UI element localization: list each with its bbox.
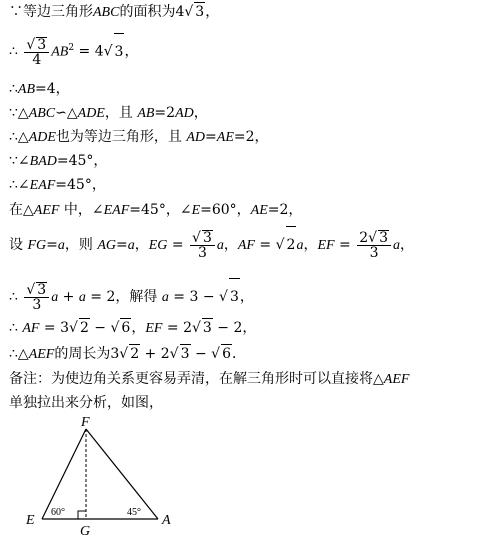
text: = 3 xyxy=(39,320,70,336)
line-12: ∴△AEF的周长为3√ 2 + 2√ 3 − √ 6． xyxy=(9,346,246,362)
math-var: AG xyxy=(97,238,116,253)
math-var: EG xyxy=(148,238,168,253)
text: ∴ xyxy=(9,289,18,305)
math-var: AD xyxy=(175,106,194,121)
math-var: AB xyxy=(137,106,155,121)
text: 设 xyxy=(9,237,28,253)
math-var: a xyxy=(57,238,65,253)
text: ， xyxy=(124,43,139,60)
fraction xyxy=(190,230,215,260)
text: =2， xyxy=(267,202,303,218)
text: =45°， xyxy=(55,177,106,193)
text: ∴△ xyxy=(9,346,29,362)
text: = 2 xyxy=(162,320,192,336)
text: − xyxy=(190,346,212,362)
text: = xyxy=(254,237,276,253)
text: =45°，∠ xyxy=(129,202,192,218)
text: 中，∠ xyxy=(59,202,104,218)
math-var: AE xyxy=(216,130,234,145)
text: 的周长为3 xyxy=(54,346,120,362)
coef: 2 xyxy=(359,230,369,246)
line-13 xyxy=(9,370,409,389)
text: = xyxy=(46,237,58,253)
line-11: ∴ AF = 3√ 2 − √ 6，EF = 2√ 3 − 2， xyxy=(9,320,257,336)
math-var: a xyxy=(296,238,304,253)
numerator: √ 3 xyxy=(190,230,215,246)
line-9: 设 FG=a，则 AG=a，EG = $\frac{√ 3}{3}$ a，AF = √ 2a，EF = $\frac{2√ 3}{3}$ a， xyxy=(9,226,414,264)
label-G: G xyxy=(80,524,91,539)
denominator: 3 xyxy=(369,245,379,261)
exponent: 2 xyxy=(68,43,75,53)
label-F: F xyxy=(81,415,90,430)
radicand: 3 xyxy=(37,282,47,298)
text: 单独拉出来分析，如图， xyxy=(9,395,163,411)
text: ． xyxy=(231,346,246,362)
text: = xyxy=(115,237,128,253)
line-2: ∴ $\frac{√ 3}{4}$ $AB^2 = 4√$ 3， xyxy=(9,30,138,71)
radicand: 6 xyxy=(121,320,131,336)
math-var: a xyxy=(127,238,135,253)
text: ∴△ xyxy=(9,129,29,145)
numerator: 2√ 3 xyxy=(357,230,391,246)
text: 备注：为使边角关系更容易弄清，在解三角形时可以直接将△ xyxy=(9,371,384,387)
radicand: 3 xyxy=(202,320,212,336)
numerator: √ 3 xyxy=(24,37,49,53)
math-var: ADE xyxy=(28,130,56,145)
right-angle-mark xyxy=(78,511,86,519)
text: ， xyxy=(399,237,414,253)
math-var: a xyxy=(392,238,400,253)
line-6 xyxy=(9,152,107,171)
math-var: BAD xyxy=(29,154,57,169)
side-EF xyxy=(42,429,86,519)
text: =60°， xyxy=(200,202,251,218)
text: ，则 xyxy=(64,237,98,253)
text: = 3 − xyxy=(168,289,220,305)
math-var: EAF xyxy=(29,178,56,193)
side-FA xyxy=(86,429,158,519)
math-var: AE xyxy=(250,203,268,218)
line-4 xyxy=(9,104,208,123)
math-var: a xyxy=(78,290,86,305)
math-var: AF xyxy=(22,321,40,336)
math-var: EF xyxy=(317,238,335,253)
text: ∴ xyxy=(9,320,23,336)
math-var: a xyxy=(216,238,224,253)
radicand: 3 xyxy=(379,230,388,246)
angle-A-label: 45° xyxy=(127,507,141,518)
math-var: a xyxy=(51,290,59,305)
text: ， xyxy=(303,237,318,253)
text: ，且 xyxy=(104,105,138,121)
text: = 4 xyxy=(78,43,104,60)
text: ∴ xyxy=(9,43,18,60)
text: ， xyxy=(193,105,208,121)
text: ， xyxy=(134,237,149,253)
radical-sign: √ xyxy=(184,4,194,20)
text: + xyxy=(58,289,79,305)
math-var: EF xyxy=(145,321,163,336)
text: ∵△ xyxy=(9,105,29,121)
angle-E-label: 60° xyxy=(51,507,65,518)
text: ， xyxy=(205,4,220,20)
text: 在△ xyxy=(9,202,34,218)
denominator: 3 xyxy=(32,297,42,313)
radicand: 3 xyxy=(114,33,125,70)
math-var: EAF xyxy=(103,203,130,218)
numerator: √ 3 xyxy=(24,282,49,298)
radicand: 3 xyxy=(37,36,47,53)
radicand: 2 xyxy=(79,320,89,336)
text: ∽△ xyxy=(55,105,78,121)
fraction xyxy=(24,37,49,67)
radicand: 3 xyxy=(202,230,212,246)
line-8 xyxy=(9,201,302,220)
denominator: 3 xyxy=(197,245,207,261)
line-1 xyxy=(9,2,219,22)
text: = xyxy=(334,237,356,253)
math-var: AF xyxy=(237,238,255,253)
line-7 xyxy=(9,176,106,195)
text: = xyxy=(205,129,217,145)
text: 也为等边三角形，且 xyxy=(55,129,187,145)
text: = xyxy=(167,237,189,253)
text: =2， xyxy=(233,129,269,145)
math-var: a xyxy=(161,290,169,305)
text: =2 xyxy=(154,105,176,121)
math-var: E xyxy=(191,203,201,218)
triangle-figure xyxy=(0,415,200,540)
radicand: 2 xyxy=(286,226,297,263)
fraction xyxy=(357,230,391,260)
text: ， xyxy=(131,320,146,336)
math-var: ABC xyxy=(93,5,120,20)
radicand: 2 xyxy=(130,346,140,362)
text: − xyxy=(89,320,111,336)
radicand: 3 xyxy=(180,346,190,362)
math-var: AB xyxy=(51,44,69,60)
math-var: FG xyxy=(27,238,47,253)
text: = 2，解得 xyxy=(85,289,162,305)
text: ∵等边三角形 xyxy=(9,4,93,20)
math-var: AD xyxy=(186,130,206,145)
line-3 xyxy=(9,80,70,99)
denominator: 4 xyxy=(32,51,42,68)
text: ∵∠ xyxy=(9,153,30,169)
text: =45°， xyxy=(56,153,108,169)
text: 的面积为4 xyxy=(119,4,185,20)
math-var: AEF xyxy=(383,372,410,387)
fraction xyxy=(24,282,49,312)
line-5 xyxy=(9,128,269,147)
label-E: E xyxy=(26,513,35,528)
text: ∴ xyxy=(9,81,18,97)
math-var: AEF xyxy=(33,203,60,218)
math-var: AB xyxy=(17,82,36,97)
line-14 xyxy=(9,394,163,412)
radicand: 3 xyxy=(195,4,205,20)
line-10: ∴ $\frac{√ 3}{3}$ a + a = 2，解得 a = 3 − √ 3， xyxy=(9,278,254,316)
text: ∴∠ xyxy=(9,177,30,193)
radicand: 3 xyxy=(229,278,240,315)
math-var: ADE xyxy=(77,106,105,121)
radicand: 6 xyxy=(222,346,231,362)
math-var: ABC xyxy=(28,106,56,121)
text: =4， xyxy=(35,81,70,97)
label-A: A xyxy=(162,513,171,528)
text: ， xyxy=(239,289,254,305)
text: − 2， xyxy=(212,320,257,336)
text: ， xyxy=(223,237,238,253)
text: + 2 xyxy=(140,346,170,362)
math-var: AEF xyxy=(28,347,55,362)
